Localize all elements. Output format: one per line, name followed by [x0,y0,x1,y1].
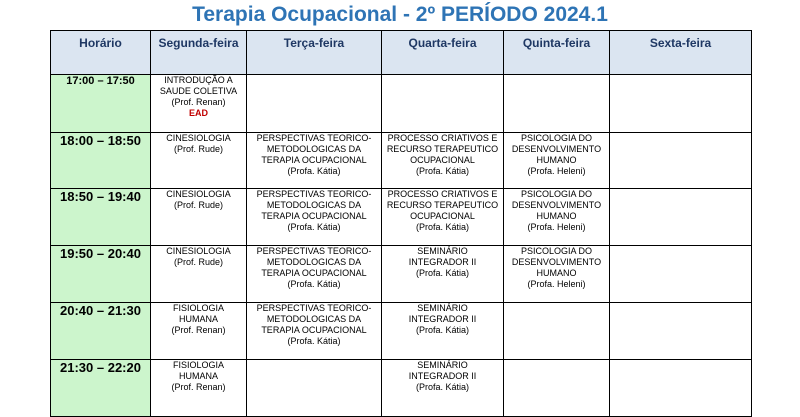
class-cell-line: OCUPACIONAL [410,211,475,221]
class-cell-quinta [504,75,610,133]
header-segunda: Segunda-feira [151,31,247,75]
table-row [51,360,752,417]
class-cell-segunda [151,75,247,133]
class-cell-quinta [504,303,610,360]
class-cell-line: TERAPIA OCUPACIONAL [261,155,367,165]
class-cell-line: FISIOLOGIA [172,303,224,313]
class-cell-line: (Prof. Renan) [171,97,226,107]
time-cell: 18:50 – 19:40 [51,189,151,246]
class-cell-line: (Prof. Rude) [173,144,224,154]
class-cell-sexta [610,189,752,246]
class-cell-line: (Prof. Renan) [171,382,226,392]
table-row [51,133,752,189]
class-cell-quarta [382,133,504,189]
schedule-table [50,30,752,417]
class-cell-line: (Profa. Heleni) [527,222,586,232]
class-cell-line: (Profa. Kátia) [415,268,470,278]
class-cell-terca [247,246,382,303]
header-row [51,31,752,75]
class-cell-line: METODOLOGICAS DA [266,257,362,267]
class-cell-sexta [610,133,752,189]
header-quarta: Quarta-feira [382,31,504,75]
class-cell-line: HUMANO [536,268,577,278]
class-cell-line: (Profa. Heleni) [527,279,586,289]
class-cell-segunda [151,189,247,246]
class-cell-terca [247,133,382,189]
class-cell-line: INTEGRADOR II [408,371,477,381]
header-quinta: Quinta-feira [504,31,610,75]
class-cell-line: (Profa. Kátia) [415,166,470,176]
ead-badge: EAD [188,108,208,118]
header-sexta: Sexta-feira [610,31,752,75]
class-cell-terca [247,303,382,360]
table-row [51,303,752,360]
time-cell: 19:50 – 20:40 [51,246,151,303]
class-cell-line: INTEGRADOR II [408,257,477,267]
class-cell-line: INTEGRADOR II [408,314,477,324]
class-cell-line: CINESIOLOGIA [166,246,231,256]
class-cell-sexta [610,75,752,133]
class-cell-sexta [610,303,752,360]
class-cell-terca [247,75,382,133]
class-cell-line: HUMANA [178,371,218,381]
class-cell-line: RECURSO TERAPEUTICO [386,200,499,210]
class-cell-line: (Profa. Kátia) [287,279,341,289]
class-cell-line: FISIOLOGIA [172,360,224,370]
class-cell-line: PROCESSO CRIATIVOS E [387,133,498,143]
class-cell-line: SAUDE COLETIVA [159,86,238,96]
class-cell-line: CINESIOLOGIA [166,133,231,143]
class-cell-line: DESENVOLVIMENTO [511,200,602,210]
class-cell-line: HUMANO [536,155,577,165]
class-cell-line: PERSPECTIVAS TEORICO- [256,133,372,143]
header-terca: Terça-feira [247,31,382,75]
class-cell-line: INTRODUÇÃO A [164,75,233,85]
class-cell-quinta [504,133,610,189]
table-row [51,75,752,133]
class-cell-quarta [382,189,504,246]
class-cell-line: METODOLOGICAS DA [266,314,362,324]
class-cell-line: (Profa. Kátia) [415,382,470,392]
class-cell-line: PROCESSO CRIATIVOS E [387,189,498,199]
class-cell-line: (Profa. Kátia) [287,222,341,232]
header-horario: Horário [51,31,151,75]
class-cell-line: (Profa. Kátia) [287,166,341,176]
class-cell-line: SEMINÁRIO [417,246,468,256]
class-cell-segunda [151,246,247,303]
table-row [51,246,752,303]
class-cell-segunda [151,133,247,189]
class-cell-segunda [151,360,247,417]
class-cell-line: SEMINÁRIO [417,303,468,313]
class-cell-line: (Profa. Heleni) [527,166,586,176]
class-cell-quinta [504,360,610,417]
class-cell-line: PSICOLOGIA DO [520,133,593,143]
class-cell-terca [247,189,382,246]
class-cell-line: PERSPECTIVAS TEORICO- [256,189,372,199]
class-cell-line: HUMANA [178,314,218,324]
class-cell-line: (Prof. Rude) [173,257,224,267]
class-cell-line: (Profa. Kátia) [415,222,470,232]
class-cell-quarta [382,75,504,133]
page-title: Terapia Ocupacional - 2º PERÍODO 2024.1 [192,3,608,26]
class-cell-line: HUMANO [536,211,577,221]
class-cell-line: PERSPECTIVAS TEORICO- [256,303,372,313]
class-cell-line: (Profa. Kátia) [287,336,341,346]
time-cell: 17:00 – 17:50 [51,75,151,133]
class-cell-quinta [504,189,610,246]
class-cell-terca [247,360,382,417]
class-cell-segunda [151,303,247,360]
class-cell-line: DESENVOLVIMENTO [511,257,602,267]
time-cell: 20:40 – 21:30 [51,303,151,360]
class-cell-line: TERAPIA OCUPACIONAL [261,268,367,278]
class-cell-line: PSICOLOGIA DO [520,189,593,199]
class-cell-line: METODOLOGICAS DA [266,200,362,210]
class-cell-line: OCUPACIONAL [410,155,475,165]
class-cell-line: TERAPIA OCUPACIONAL [261,211,367,221]
class-cell-line: CINESIOLOGIA [166,189,231,199]
class-cell-quinta [504,246,610,303]
class-cell-sexta [610,360,752,417]
class-cell-line: PSICOLOGIA DO [520,246,593,256]
class-cell-line: (Profa. Kátia) [415,325,470,335]
class-cell-line: DESENVOLVIMENTO [511,144,602,154]
class-cell-quarta [382,303,504,360]
class-cell-line: TERAPIA OCUPACIONAL [261,325,367,335]
class-cell-line: (Prof. Renan) [171,325,226,335]
class-cell-line: METODOLOGICAS DA [266,144,362,154]
class-cell-quarta [382,246,504,303]
table-row [51,189,752,246]
time-cell: 18:00 – 18:50 [51,133,151,189]
class-cell-line: SEMINÁRIO [417,360,468,370]
time-cell: 21:30 – 22:20 [51,360,151,417]
class-cell-quarta [382,360,504,417]
class-cell-line: PERSPECTIVAS TEORICO- [256,246,372,256]
class-cell-sexta [610,246,752,303]
class-cell-line: RECURSO TERAPEUTICO [386,144,499,154]
class-cell-line: (Prof. Rude) [173,200,224,210]
